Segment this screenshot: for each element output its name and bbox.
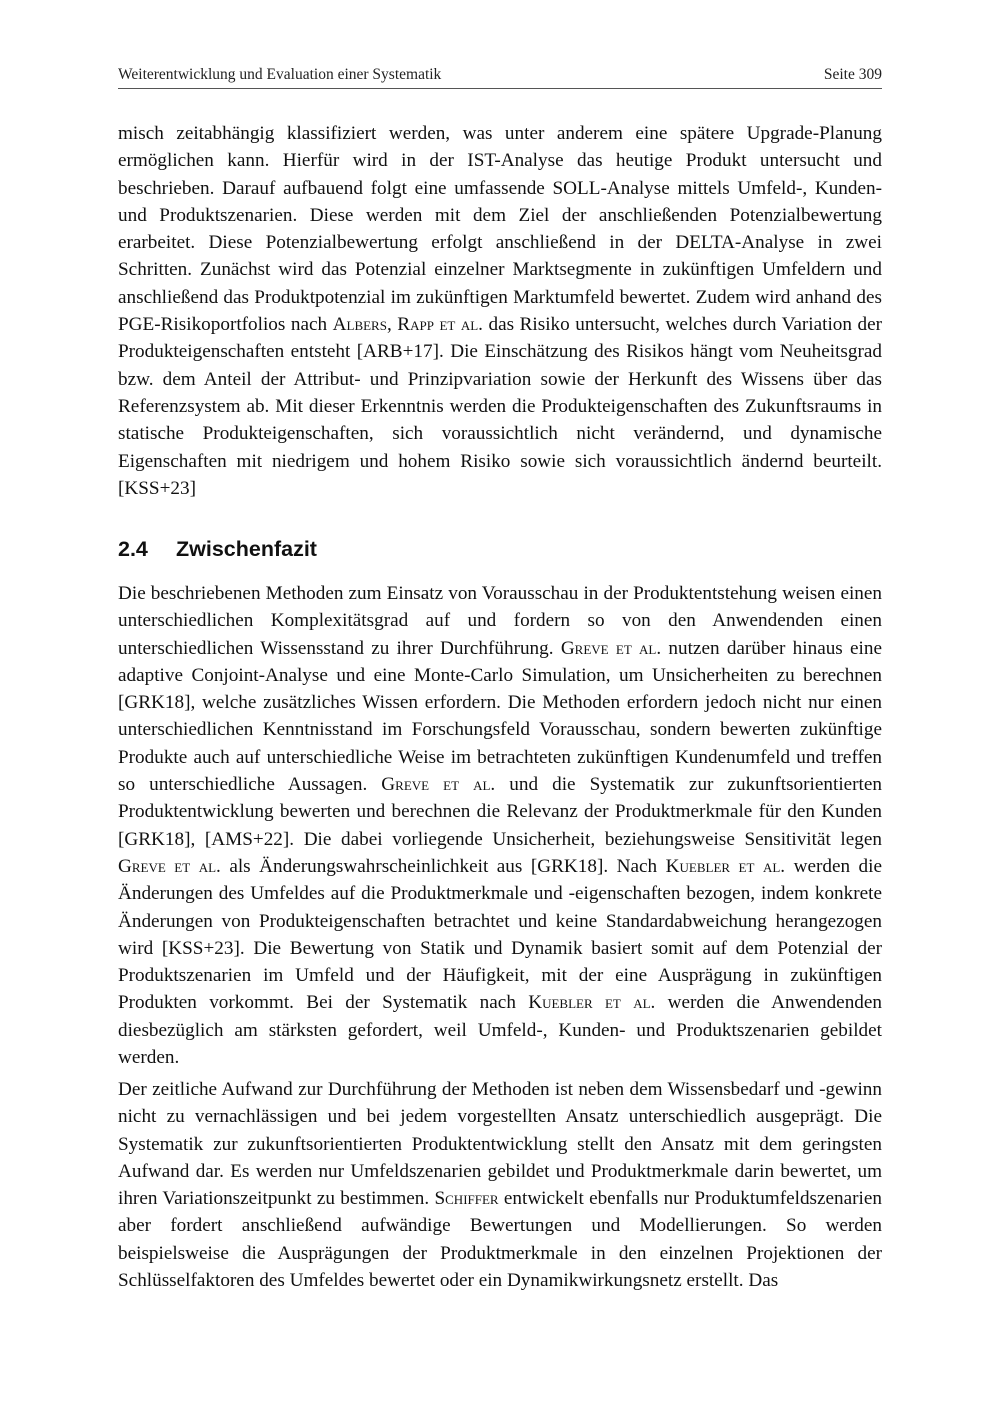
p2-text-2: nutzen darüber hinaus eine adaptive Conjoint-Analyse und eine Monte-Carlo Simulation, um Unsicherheiten zu berechnen [GRK18], welche zusätzliches Wissen erfordern. Die Methoden erfordern jedoch nicht nur einen unterschiedlichen Kenntnisstand im Forschungsfeld Vorausschau, sondern bewerten zukünftige Produkte auch auf unterschiedliche Weise im betrachteten zukünftigen Kundenumfeld und treffen so unterschiedliche Aussagen. [118,637,882,796]
p2-text-4: als Änderungswahrscheinlichkeit aus [GRK18]. Nach [220,855,666,877]
p3-text-2: entwickelt ebenfalls nur Produktumfeldszenarien aber fordert anschließend aufwändige Bewertungen und Modellierungen. So werden beispielsweise die Ausprägungen der Produktmerkmale in den einzelnen Projektionen der Schlüsselfaktoren des Umfeldes bewertet oder ein Dynamikwirkungsnetz erstellt. Das [118,1188,882,1292]
author-schiffer: Schiffer [434,1188,499,1210]
page-number: Seite 309 [823,66,882,83]
p2-text-5: werden die Änderungen des Umfeldes auf die Produktmerkmale und -eigenschaften bezogen, indem konkrete Änderungen von Produkteigenschaften betrachtet und keine Standardabweichung herangezogen wird [KSS+23]. Die Bewertung von Statik und Dynamik basiert somit auf dem Potenzial der Produktszenarien im Umfeld und der Häufigkeit, mit der eine Ausprägung in zukünftigen Produkten vorkommt. Bei der Systematik nach [118,855,882,1014]
paragraph-3-block [118,1076,882,1294]
section-title: Zwischenfazit [176,537,317,561]
p1-text-1: misch zeitabhängig klassifiziert werden, was unter anderem eine spätere Upgrade-Planung ermöglichen kann. Hierfür wird in der IST-Analyse das heutige Produkt untersucht und beschrieben. Darauf aufbauend folgt eine umfassende SOLL-Analyse mittels Umfeld-, Kunden- und Produktszenarien. Diese werden mit dem Ziel der anschließenden Potenzialbewertung erarbeitet. Diese Potenzialbewertung erfolgt anschließend in der DELTA-Analyse in zwei Schritten. Zunächst wird das Potenzial einzelner Marktsegmente in zukünftigen Umfeldern und anschließend das Produktpotenzial im zukünftigen Marktumfeld bewertet. Zudem wird anhand des PGE-Risikoportfolios nach [118,123,882,336]
p3-text-1: Der zeitliche Aufwand zur Durchführung der Methoden ist neben dem Wissensbedarf und -gewinn nicht zu vernachlässigen und bei jedem vorgestellten Ansatz unterschiedlich ausgeprägt. Die Systematik zur zukunftsorientierten Produktentwicklung stellt den Ansatz mit dem geringsten Aufwand dar. Es werden nur Umfeldszenarien gebildet und Produktmerkmale darin bewertet, um ihren Variationszeitpunkt zu bestimmen. [118,1079,882,1210]
p2-text-1: Die beschriebenen Methoden zum Einsatz von Vorausschau in der Produktentstehung weisen einen unterschiedlichen Komplexitätsgrad auf und fordern so von den Anwendenden einen unterschiedlichen Wissensstand zu ihrer Durchführung. [118,583,882,659]
paragraph-3 [118,1076,882,1294]
paragraph-1 [118,120,882,502]
running-header [118,66,882,89]
author-albers: Albers [332,314,387,336]
p1-text-3: das Risiko untersucht, welches durch Variation der Produkteigenschaften entsteht [ARB+17]. Die Einschätzung des Risikos hängt vom Neuheitsgrad bzw. dem Anteil der Attribut- und Prinzipvariation sowie der Herkunft des Wissens über das Referenzsystem ab. Mit dieser Erkenntnis werden die Produkteigenschaften des Zukunftsraums in statische Produkteigenschaften, sich voraussichtlich nicht verändernd, und dynamische Eigenschaften mit niedrigem und hohem Risiko sowie sich voraussichtlich ändernd beurteilt. [KSS+23] [118,314,883,499]
author-kuebler-2: Kuebler et al. [528,992,656,1014]
p2-text-6: werden die Anwendenden diesbezüglich am stärksten gefordert, weil Umfeld-, Kunden- und Produktszenarien gebildet werden. [118,992,882,1069]
author-greve-1: Greve et al. [560,637,662,659]
running-title: Weiterentwicklung und Evaluation einer Systematik [118,66,442,83]
paragraph-continued [118,120,882,502]
paragraph-2 [118,580,882,1071]
author-greve-2: Greve et al. [381,774,496,796]
author-greve-3: Greve et al. [118,855,221,877]
p2-text-3: und die Systematik zur zukunftsorientierten Produktentwicklung bewerten und berechnen die Relevanz der Produktmerkmale für den Kunden [GRK18], [AMS+22]. Die dabei vorliegende Unsicherheit, beziehungsweise Sensitivität legen [118,774,882,850]
section-number: 2.4 [118,537,148,561]
author-kuebler-1: Kuebler et al. [665,855,786,877]
section-heading [118,534,882,564]
paragraph-2-block [118,580,882,1071]
p1-text-2: , [386,314,398,336]
author-rapp: Rapp et al. [397,314,483,336]
